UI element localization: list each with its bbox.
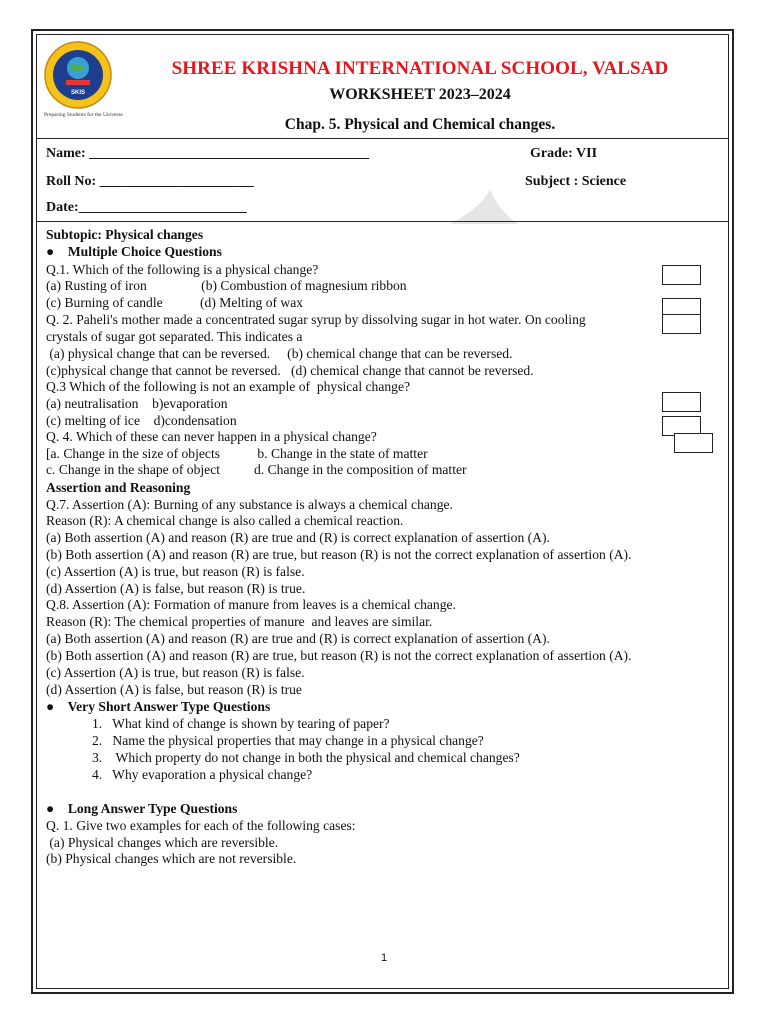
vsa-item: 4. Why evaporation a physical change? [92,767,313,782]
answer-box-q2b[interactable] [662,314,701,334]
mcq-line: (c) melting of ice d)condensation [46,413,237,428]
la-heading: ● Long Answer Type Questions [46,801,238,816]
assertion-line: (d) Assertion (A) is false, but reason (R) is true [46,682,302,697]
la-line: (a) Physical changes which are reversible. [46,835,279,850]
assertion-heading: Assertion and Reasoning [46,480,191,495]
vsa-item: 2. Name the physical properties that may change in a physical change? [92,733,484,748]
roll-number-field[interactable]: Roll No: ______________________ [46,174,254,189]
vsa-heading: ● Very Short Answer Type Questions [46,699,271,714]
mcq-line: Q. 4. Which of these can never happen in a physical change? [46,429,377,444]
assertion-line: Reason (R): The chemical properties of manure and leaves are similar. [46,614,433,629]
grade-field: Grade: VII [530,146,598,161]
mcq-line: Q.3 Which of the following is not an example of physical change? [46,379,411,394]
name-field[interactable]: Name: ________________________________________ [46,146,370,161]
school-name: SHREE KRISHNA INTERNATIONAL SCHOOL, VALSAD [171,58,669,79]
answer-box-q4b[interactable] [674,433,713,453]
mcq-line: Q.1. Which of the following is a physical change? [46,262,319,277]
la-line: Q. 1. Give two examples for each of the following cases: [46,818,356,833]
answer-box-q1[interactable] [662,265,701,285]
assertion-line: (a) Both assertion (A) and reason (R) are true and (R) is correct explanation of assertion (A). [46,530,550,545]
school-tagline: Preparing Students for the Universe [44,112,123,118]
mcq-line: [a. Change in the size of objects b. Change in the state of matter [46,446,428,461]
mcq-line: (a) physical change that can be reversed. (b) chemical change that can be reversed. [46,346,513,361]
logo-text: SKIS [70,90,86,96]
fields-divider [36,221,729,222]
mcq-line: Q. 2. Paheli's mother made a concentrated sugar syrup by dissolving sugar in hot water. On cooling [46,312,586,327]
assertion-line: (b) Both assertion (A) and reason (R) are true, but reason (R) is not the correct explanation of assertion (A). [46,648,632,663]
watermark-mark [440,188,520,228]
assertion-line: Q.8. Assertion (A): Formation of manure from leaves is a chemical change. [46,597,456,612]
worksheet-title: WORKSHEET 2023–2024 [329,86,511,103]
chapter-title: Chap. 5. Physical and Chemical changes. [284,116,556,133]
header-divider [36,138,729,139]
la-line: (b) Physical changes which are not reversible. [46,851,297,866]
assertion-line: (b) Both assertion (A) and reason (R) are true, but reason (R) is not the correct explanation of assertion (A). [46,547,632,562]
mcq-line: (a) neutralisation b)evaporation [46,396,228,411]
page-number: 1 [380,952,388,964]
subject-field: Subject : Science [525,174,627,189]
vsa-item: 3. Which property do not change in both the physical and chemical changes? [92,750,520,765]
assertion-line: (c) Assertion (A) is true, but reason (R) is false. [46,665,305,680]
mcq-line: c. Change in the shape of object d. Change in the composition of matter [46,462,467,477]
assertion-line: (d) Assertion (A) is false, but reason (R) is true. [46,581,306,596]
assertion-line: (c) Assertion (A) is true, but reason (R) is false. [46,564,305,579]
mcq-line: (a) Rusting of iron (b) Combustion of magnesium ribbon [46,278,407,293]
answer-box-q3[interactable] [662,392,701,412]
school-logo [40,40,116,110]
assertion-line: (a) Both assertion (A) and reason (R) are true and (R) is correct explanation of assertion (A). [46,631,550,646]
mcq-line: (c)physical change that cannot be reversed. (d) chemical change that cannot be reversed. [46,363,534,378]
assertion-line: Reason (R): A chemical change is also called a chemical reaction. [46,513,404,528]
mcq-heading: ● Multiple Choice Questions [46,244,222,259]
assertion-line: Q.7. Assertion (A): Burning of any substance is always a chemical change. [46,497,453,512]
mcq-line: crystals of sugar got separated. This indicates a [46,329,303,344]
subtopic-heading: Subtopic: Physical changes [46,227,204,242]
mcq-line: (c) Burning of candle (d) Melting of wax [46,295,304,310]
date-field[interactable]: Date:________________________ [46,200,247,215]
vsa-item: 1. What kind of change is shown by tearing of paper? [92,716,390,731]
